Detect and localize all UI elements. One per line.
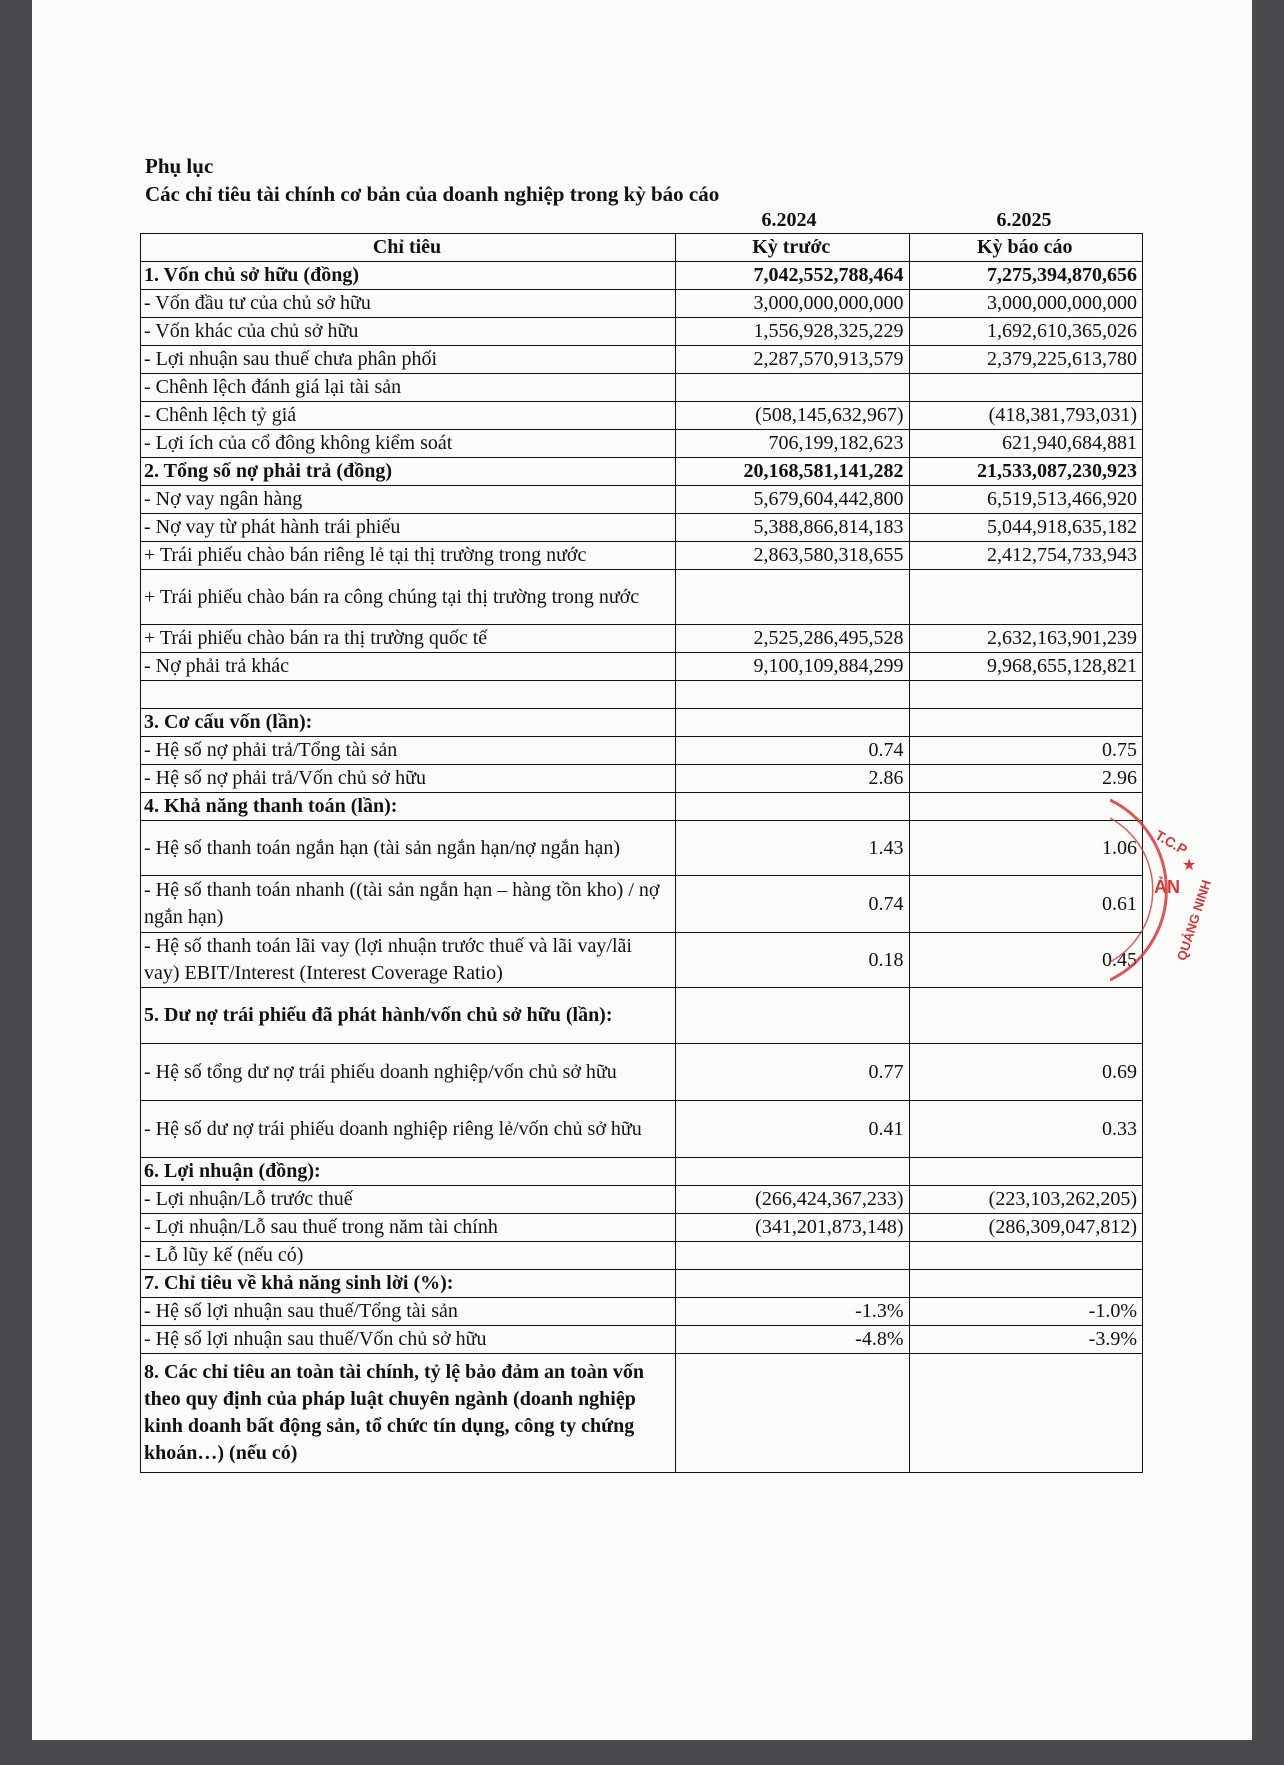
row-curr-value: 6,519,513,466,920 <box>909 486 1143 514</box>
row-curr-value <box>909 570 1143 625</box>
row-curr-value: 0.69 <box>909 1044 1143 1101</box>
row-curr-value <box>909 374 1143 402</box>
row-prev-value: (508,145,632,967) <box>676 402 910 430</box>
row-label: - Vốn khác của chủ sở hữu <box>141 318 676 346</box>
row-label: 4. Khả năng thanh toán (lần): <box>141 793 676 821</box>
table-row <box>141 988 1143 1044</box>
table-row <box>141 1326 1143 1354</box>
row-curr-value: 0.61 <box>909 876 1143 933</box>
appendix-title: Phụ lục <box>145 154 214 178</box>
table-row <box>141 430 1143 458</box>
table-row <box>141 1214 1143 1242</box>
company-seal <box>1110 780 1238 998</box>
seal-text-top: T.C.P <box>1152 826 1191 858</box>
row-prev-value <box>676 1158 910 1186</box>
row-label: + Trái phiếu chào bán riêng lẻ tại thị trường trong nước <box>141 542 676 570</box>
row-label: - Hệ số thanh toán nhanh ((tài sản ngắn hạn – hàng tồn kho) / nợ ngắn hạn) <box>141 876 676 933</box>
table-row <box>141 737 1143 765</box>
row-label: - Hệ số thanh toán ngắn hạn (tài sản ngắn hạn/nợ ngắn hạn) <box>141 821 676 876</box>
row-prev-value <box>676 570 910 625</box>
row-prev-value: 706,199,182,623 <box>676 430 910 458</box>
row-label: - Hệ số nợ phải trả/Vốn chủ sở hữu <box>141 765 676 793</box>
row-curr-value <box>909 709 1143 737</box>
row-prev-value: 0.74 <box>676 876 910 933</box>
table-row <box>141 262 1143 290</box>
row-curr-value: -3.9% <box>909 1326 1143 1354</box>
report-subtitle: Các chỉ tiêu tài chính cơ bản của doanh nghiệp trong kỳ báo cáo <box>145 182 720 206</box>
row-curr-value: (286,309,047,812) <box>909 1214 1143 1242</box>
table-row <box>141 765 1143 793</box>
table-row <box>141 374 1143 402</box>
row-prev-value: 3,000,000,000,000 <box>676 290 910 318</box>
table-row <box>141 346 1143 374</box>
row-prev-value <box>676 793 910 821</box>
row-label: - Hệ số lợi nhuận sau thuế/Vốn chủ sở hữu <box>141 1326 676 1354</box>
table-row <box>141 933 1143 988</box>
row-curr-value: 3,000,000,000,000 <box>909 290 1143 318</box>
row-curr-value: -1.0% <box>909 1298 1143 1326</box>
row-curr-value: 5,044,918,635,182 <box>909 514 1143 542</box>
blank-cell <box>909 681 1143 709</box>
row-prev-value: 0.18 <box>676 933 910 988</box>
row-prev-value: 0.74 <box>676 737 910 765</box>
row-curr-value: 2.96 <box>909 765 1143 793</box>
row-label: - Hệ số thanh toán lãi vay (lợi nhuận trước thuế và lãi vay/lãi vay) EBIT/Interest (Interest Coverage Ratio) <box>141 933 676 988</box>
row-prev-value: 9,100,109,884,299 <box>676 653 910 681</box>
col-header-indicator: Chỉ tiêu <box>141 234 676 262</box>
blank-cell <box>676 681 910 709</box>
col-header-curr: Kỳ báo cáo <box>909 234 1143 262</box>
blank-cell <box>141 681 676 709</box>
row-prev-value: (266,424,367,233) <box>676 1186 910 1214</box>
row-label: - Chênh lệch tỷ giá <box>141 402 676 430</box>
row-curr-value: 2,632,163,901,239 <box>909 625 1143 653</box>
table-row <box>141 570 1143 625</box>
row-label: - Lợi ích của cổ đông không kiểm soát <box>141 430 676 458</box>
seal-text-mid: ẢN <box>1154 877 1180 897</box>
row-prev-value: 1,556,928,325,229 <box>676 318 910 346</box>
row-curr-value: (223,103,262,205) <box>909 1186 1143 1214</box>
row-prev-value: 2,525,286,495,528 <box>676 625 910 653</box>
row-label: - Hệ số lợi nhuận sau thuế/Tổng tài sản <box>141 1298 676 1326</box>
row-label: - Vốn đầu tư của chủ sở hữu <box>141 290 676 318</box>
row-prev-value: -1.3% <box>676 1298 910 1326</box>
row-curr-value: 621,940,684,881 <box>909 430 1143 458</box>
year-prev: 6.2024 <box>761 209 817 231</box>
table-row <box>141 876 1143 933</box>
row-curr-value <box>909 793 1143 821</box>
table-row <box>141 458 1143 486</box>
row-label: - Lợi nhuận/Lỗ sau thuế trong năm tài chính <box>141 1214 676 1242</box>
row-prev-value: (341,201,873,148) <box>676 1214 910 1242</box>
row-prev-value <box>676 1242 910 1270</box>
table-row <box>141 793 1143 821</box>
table-row <box>141 514 1143 542</box>
row-prev-value <box>676 1270 910 1298</box>
row-prev-value <box>676 988 910 1044</box>
row-label: 6. Lợi nhuận (đồng): <box>141 1158 676 1186</box>
row-prev-value: 2,863,580,318,655 <box>676 542 910 570</box>
row-prev-value: 5,388,866,814,183 <box>676 514 910 542</box>
row-prev-value <box>676 709 910 737</box>
row-label: 2. Tổng số nợ phải trả (đồng) <box>141 458 676 486</box>
row-label: 8. Các chỉ tiêu an toàn tài chính, tỷ lệ bảo đảm an toàn vốn theo quy định của pháp luật chuyên ngành (doanh nghiệp kinh doanh bất động sản, tổ chức tín dụng, công ty chứng khoán…) (nếu có) <box>141 1354 676 1473</box>
row-curr-value: 1.06 <box>909 821 1143 876</box>
row-label: 7. Chỉ tiêu về khả năng sinh lời (%): <box>141 1270 676 1298</box>
row-label: - Chênh lệch đánh giá lại tài sản <box>141 374 676 402</box>
row-label: - Lỗ lũy kế (nếu có) <box>141 1242 676 1270</box>
row-label: 1. Vốn chủ sở hữu (đồng) <box>141 262 676 290</box>
row-prev-value: 0.41 <box>676 1101 910 1158</box>
blank-row <box>141 681 1143 709</box>
row-curr-value: 2,412,754,733,943 <box>909 542 1143 570</box>
row-prev-value: 2.86 <box>676 765 910 793</box>
table-row <box>141 402 1143 430</box>
row-label: - Nợ vay ngân hàng <box>141 486 676 514</box>
table-row <box>141 1186 1143 1214</box>
table-row <box>141 290 1143 318</box>
row-prev-value <box>676 1354 910 1473</box>
row-prev-value: 7,042,552,788,464 <box>676 262 910 290</box>
table-row <box>141 318 1143 346</box>
row-prev-value: 1.43 <box>676 821 910 876</box>
row-prev-value: 0.77 <box>676 1044 910 1101</box>
row-prev-value <box>676 374 910 402</box>
row-curr-value <box>909 1242 1143 1270</box>
table-row <box>141 1354 1143 1473</box>
table-row <box>141 542 1143 570</box>
row-label: - Nợ phải trả khác <box>141 653 676 681</box>
row-curr-value <box>909 988 1143 1044</box>
table-row <box>141 625 1143 653</box>
row-curr-value: 0.33 <box>909 1101 1143 1158</box>
row-curr-value: 2,379,225,613,780 <box>909 346 1143 374</box>
row-label: 5. Dư nợ trái phiếu đã phát hành/vốn chủ sở hữu (lần): <box>141 988 676 1044</box>
row-label: - Hệ số dư nợ trái phiếu doanh nghiệp riêng lẻ/vốn chủ sở hữu <box>141 1101 676 1158</box>
table-row <box>141 1270 1143 1298</box>
col-header-prev: Kỳ trước <box>676 234 910 262</box>
seal-text-bottom: QUẢNG NINH <box>1173 878 1214 963</box>
row-label: - Hệ số nợ phải trả/Tổng tài sản <box>141 737 676 765</box>
row-curr-value: 0.75 <box>909 737 1143 765</box>
table-row <box>141 709 1143 737</box>
row-label: - Hệ số tổng dư nợ trái phiếu doanh nghiệp/vốn chủ sở hữu <box>141 1044 676 1101</box>
row-prev-value: 20,168,581,141,282 <box>676 458 910 486</box>
row-curr-value <box>909 1270 1143 1298</box>
row-label: + Trái phiếu chào bán ra công chúng tại thị trường trong nước <box>141 570 676 625</box>
table-row <box>141 1298 1143 1326</box>
table-row <box>141 1101 1143 1158</box>
row-label: 3. Cơ cấu vốn (lần): <box>141 709 676 737</box>
row-curr-value <box>909 1158 1143 1186</box>
row-label: + Trái phiếu chào bán ra thị trường quốc tế <box>141 625 676 653</box>
table-row <box>141 1158 1143 1186</box>
year-curr: 6.2025 <box>996 209 1052 231</box>
row-curr-value: 1,692,610,365,026 <box>909 318 1143 346</box>
row-curr-value: 0.45 <box>909 933 1143 988</box>
table-header-row <box>141 234 1143 262</box>
row-label: - Nợ vay từ phát hành trái phiếu <box>141 514 676 542</box>
table-row <box>141 653 1143 681</box>
row-prev-value: 2,287,570,913,579 <box>676 346 910 374</box>
row-curr-value: 7,275,394,870,656 <box>909 262 1143 290</box>
row-curr-value: (418,381,793,031) <box>909 402 1143 430</box>
table-row <box>141 1242 1143 1270</box>
row-prev-value: -4.8% <box>676 1326 910 1354</box>
table-row <box>141 486 1143 514</box>
row-prev-value: 5,679,604,442,800 <box>676 486 910 514</box>
financial-indicators-table <box>140 233 1143 1473</box>
table-row <box>141 821 1143 876</box>
row-label: - Lợi nhuận/Lỗ trước thuế <box>141 1186 676 1214</box>
star-icon: ★ <box>1182 857 1197 874</box>
row-curr-value <box>909 1354 1143 1473</box>
row-curr-value: 9,968,655,128,821 <box>909 653 1143 681</box>
row-label: - Lợi nhuận sau thuế chưa phân phối <box>141 346 676 374</box>
row-curr-value: 21,533,087,230,923 <box>909 458 1143 486</box>
table-row <box>141 1044 1143 1101</box>
